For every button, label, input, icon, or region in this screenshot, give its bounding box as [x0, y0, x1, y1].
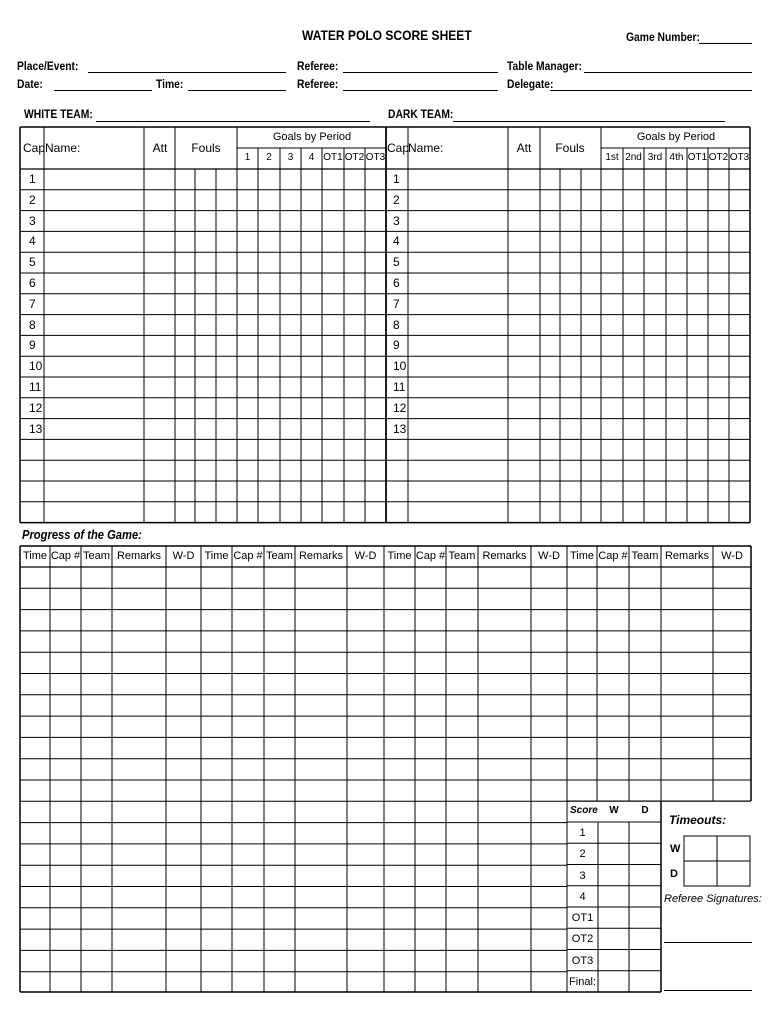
- progress-column-header: Cap #: [415, 550, 446, 562]
- score-row-label: 4: [579, 890, 586, 903]
- timeouts-d-label: D: [670, 868, 678, 880]
- date-label: Date:: [17, 77, 43, 91]
- period-header: OT1: [687, 152, 708, 163]
- progress-column-header: Remarks: [482, 550, 527, 562]
- white-fouls-header: Fouls: [191, 141, 221, 155]
- dark-cap-number: 13: [393, 421, 407, 436]
- progress-column-header: Team: [266, 550, 293, 562]
- time-label: Time:: [156, 77, 184, 91]
- period-header: OT3: [365, 152, 386, 163]
- score-row-label: OT3: [571, 954, 594, 967]
- referee-signature-line-1[interactable]: [664, 942, 752, 943]
- progress-title: Progress of the Game:: [22, 527, 142, 542]
- place-event-label: Place/Event:: [17, 59, 79, 73]
- progress-column-header: W-D: [172, 550, 195, 562]
- period-header: OT2: [344, 152, 365, 163]
- progress-column-header: W-D: [721, 550, 743, 562]
- progress-column-header: Time: [387, 550, 412, 562]
- period-header: 2: [266, 152, 272, 163]
- white-team-label: WHITE TEAM:: [24, 107, 93, 121]
- score-row-label: OT1: [571, 912, 594, 924]
- score-row-label: 3: [579, 869, 586, 882]
- timeouts-label: Timeouts:: [669, 813, 727, 827]
- progress-column-header: W-D: [354, 550, 377, 562]
- white-cap-number: 3: [29, 213, 36, 228]
- timeouts-box[interactable]: [684, 836, 750, 886]
- score-row-label: Final:: [569, 975, 596, 988]
- progress-column-header: W-D: [538, 550, 560, 562]
- dark-goals-header: Goals by Period: [636, 131, 716, 143]
- referee-signatures-label: Referee Signatures:: [664, 893, 762, 905]
- dark-cap-number: 8: [393, 317, 400, 332]
- game-number-label: Game Number:: [626, 30, 700, 44]
- dark-att-header: Att: [516, 141, 532, 155]
- dark-cap-number: 7: [393, 296, 400, 311]
- period-header: 4: [308, 152, 315, 163]
- score-label: Score: [570, 805, 598, 816]
- period-header: 3rd: [647, 152, 663, 163]
- progress-column-header: Time: [22, 550, 48, 562]
- progress-column-header: Cap #: [598, 550, 628, 562]
- timeouts-w-label: W: [670, 843, 681, 855]
- white-cap-number: 11: [29, 380, 42, 394]
- dark-cap-number: 12: [393, 400, 407, 415]
- white-cap-number: 2: [29, 192, 36, 207]
- dark-cap-number: 2: [393, 192, 400, 207]
- dark-cap-number: 10: [393, 359, 407, 374]
- white-cap-header: Cap: [23, 141, 46, 155]
- dark-cap-number: 9: [393, 338, 400, 353]
- progress-column-header: Remarks: [664, 550, 710, 562]
- white-cap-number: 4: [29, 234, 36, 249]
- progress-column-header: Remarks: [298, 550, 344, 562]
- dark-cap-number: 4: [393, 234, 400, 249]
- period-header: OT2: [708, 152, 729, 163]
- period-header: OT3: [729, 152, 750, 163]
- table-manager-label: Table Manager:: [507, 59, 582, 73]
- score-row-label: OT2: [571, 933, 594, 946]
- score-d-label: D: [641, 805, 649, 816]
- score-row-label: 1: [579, 827, 586, 839]
- period-header: 2nd: [625, 152, 642, 163]
- dark-name-header: Name:: [408, 141, 444, 155]
- dark-team-label: DARK TEAM:: [388, 107, 454, 121]
- white-goals-header: Goals by Period: [272, 131, 352, 143]
- white-att-header: Att: [152, 141, 168, 155]
- white-cap-number: 9: [29, 338, 36, 353]
- progress-column-header: Time: [569, 550, 595, 562]
- white-cap-number: 6: [29, 276, 36, 290]
- referee-signature-line-2[interactable]: [664, 990, 752, 991]
- period-header: 1: [244, 152, 251, 163]
- white-cap-number: 13: [29, 421, 43, 436]
- score-row-label: 2: [579, 848, 586, 861]
- score-w-label: W: [609, 805, 619, 816]
- dark-cap-number: 5: [393, 255, 400, 270]
- progress-column-header: Cap #: [233, 550, 263, 562]
- white-cap-number: 7: [29, 296, 36, 311]
- delegate-label: Delegate:: [507, 77, 554, 91]
- progress-column-header: Team: [631, 550, 659, 562]
- dark-cap-number: 6: [393, 276, 400, 290]
- progress-column-header: Remarks: [116, 550, 162, 562]
- dark-cap-number: 3: [393, 213, 400, 228]
- referee-2-label: Referee:: [297, 77, 339, 91]
- progress-column-header: Time: [204, 550, 229, 562]
- period-header: 1st: [605, 152, 619, 163]
- dark-cap-number: 1: [393, 172, 400, 186]
- period-header: 3: [287, 152, 294, 163]
- dark-cap-header: Cap: [387, 141, 410, 155]
- progress-column-header: Team: [83, 550, 110, 562]
- dark-fouls-header: Fouls: [555, 141, 585, 155]
- white-cap-number: 10: [29, 359, 43, 374]
- period-header: OT1: [323, 152, 343, 163]
- page-title: WATER POLO SCORE SHEET: [302, 27, 472, 43]
- referee-1-label: Referee:: [297, 59, 339, 73]
- progress-column-header: Team: [448, 550, 476, 562]
- white-name-header: Name:: [45, 141, 81, 155]
- period-header: 4th: [669, 152, 684, 163]
- progress-column-header: Cap #: [50, 550, 81, 562]
- white-cap-number: 12: [29, 400, 43, 415]
- white-cap-number: 1: [29, 172, 36, 186]
- dark-cap-number: 11: [393, 380, 406, 394]
- white-cap-number: 5: [29, 255, 36, 270]
- white-cap-number: 8: [29, 317, 36, 332]
